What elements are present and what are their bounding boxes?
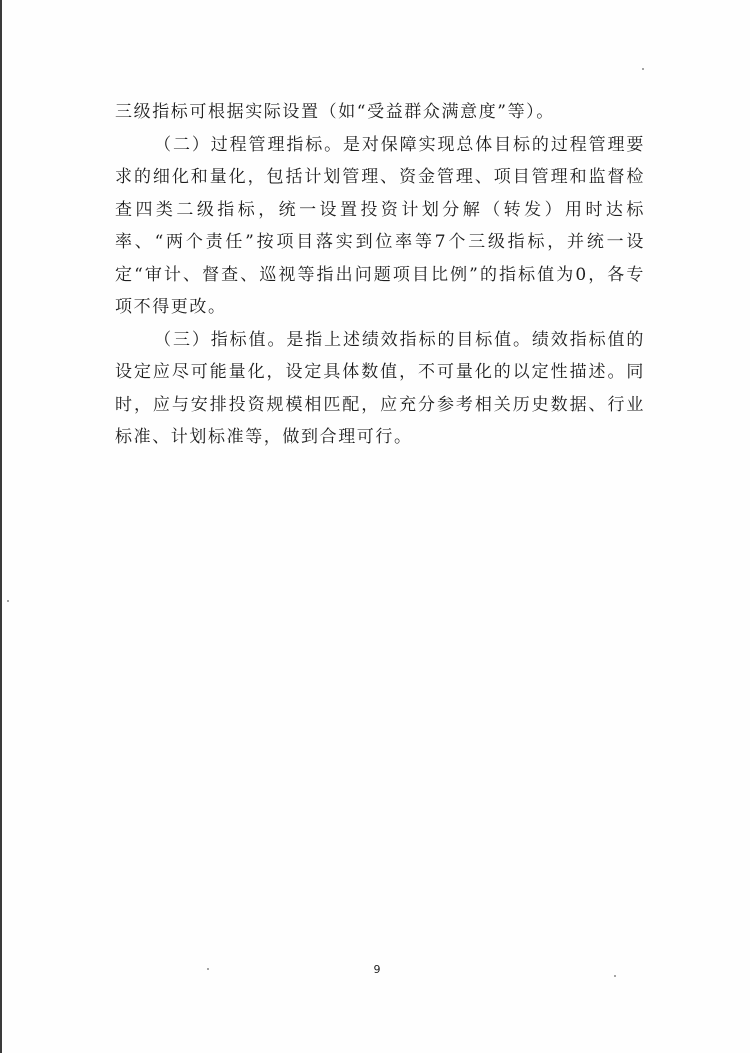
paragraph-continuation: 三级指标可根据实际设置（如“受益群众满意度”等）。 (115, 102, 555, 122)
body-text (115, 96, 645, 454)
paragraph-process-indicators: （二）过程管理指标。是对保障实现总体目标的过程管理要求的细化和量化，包括计划管理、资金管理、项目管理和监督检查四类二级指标，统一设置投资计划分解（转发）用时达标率、“两个责任”按项目落实到位率等7个三级指标，并统一设定“审计、督查、巡视等指出问题项目比例”的指标值为0，各专项不得更改。 (115, 134, 645, 317)
page-number: 9 (373, 963, 381, 976)
scan-speck (642, 68, 644, 70)
scan-speck (7, 600, 9, 602)
scan-speck (614, 975, 616, 977)
scan-speck (207, 968, 209, 970)
paragraph-indicator-values: （三）指标值。是指上述绩效指标的目标值。绩效指标值的设定应尽可能量化，设定具体数值，不可量化的以定性描述。同时，应与安排投资规模相匹配，应充分参考相关历史数据、行业标准、计划标准等，做到合理可行。 (115, 329, 645, 447)
